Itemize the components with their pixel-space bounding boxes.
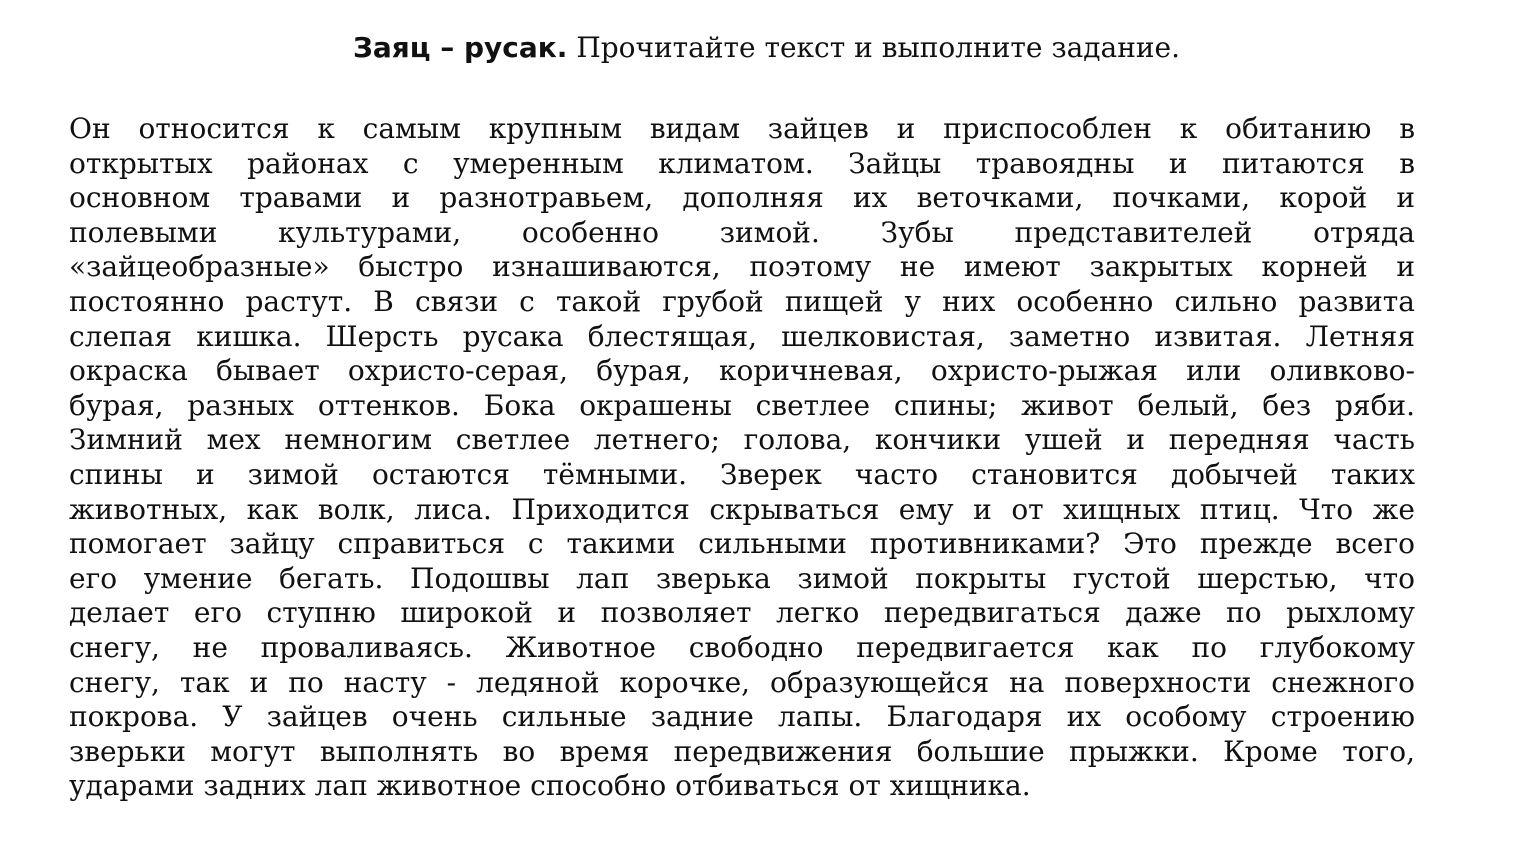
text-line: открытых районах с умеренным климатом. Зайцы травоядны и питаются в: [69, 146, 1415, 180]
text-line: слепая кишка. Шерсть русака блестящая, шелковистая, заметно извитая. Летняя: [69, 319, 1415, 353]
task-heading: [0, 28, 1533, 68]
heading-title: Заяц – русак.: [352, 31, 568, 64]
text-line: полевыми культурами, особенно зимой. Зубы представителей отряда: [69, 215, 1415, 249]
text-line: делает его ступню широкой и позволяет легко передвигаться даже по рыхлому: [69, 596, 1415, 630]
text-line: постоянно растут. В связи с такой грубой пищей у них особенно сильно развита: [69, 284, 1415, 318]
text-line: основном травами и разнотравьем, дополняя их веточками, почками, корой и: [69, 181, 1415, 215]
text-line: животных, как волк, лиса. Приходится скрываться ему и от хищных птиц. Что же: [69, 492, 1415, 526]
text-line: окраска бывает охристо-серая, бурая, коричневая, охристо-рыжая или оливково-: [69, 354, 1415, 388]
heading-instruction: Прочитайте текст и выполните задание.: [576, 31, 1181, 64]
article-text: [69, 112, 1415, 804]
text-line: ударами задних лап животное способно отбиваться от хищника.: [69, 769, 1031, 803]
text-line: бурая, разных оттенков. Бока окрашены светлее спины; живот белый, без ряби.: [69, 388, 1415, 422]
text-line: зверьки могут выполнять во время передвижения большие прыжки. Кроме того,: [69, 734, 1415, 768]
text-line: Он относится к самым крупным видам зайцев и приспособлен к обитанию в: [69, 112, 1415, 145]
text-line: «зайцеобразные» быстро изнашиваются, поэтому не имеют закрытых корней и: [69, 250, 1415, 284]
text-line: покрова. У зайцев очень сильные задние лапы. Благодаря их особому строению: [69, 700, 1415, 734]
text-line: его умение бегать. Подошвы лап зверька зимой покрыты густой шерстью, что: [69, 561, 1415, 595]
text-line: спины и зимой остаются тёмными. Зверек часто становится добычей таких: [69, 457, 1415, 491]
text-line: Зимний мех немногим светлее летнего; голова, кончики ушей и передняя часть: [69, 423, 1415, 457]
text-line: снегу, не проваливаясь. Животное свободно передвигается как по глубокому: [69, 630, 1415, 664]
text-line: помогает зайцу справиться с такими сильными противниками? Это прежде всего: [69, 527, 1415, 561]
text-line: снегу, так и по насту - ледяной корочке, образующейся на поверхности снежного: [69, 665, 1415, 699]
